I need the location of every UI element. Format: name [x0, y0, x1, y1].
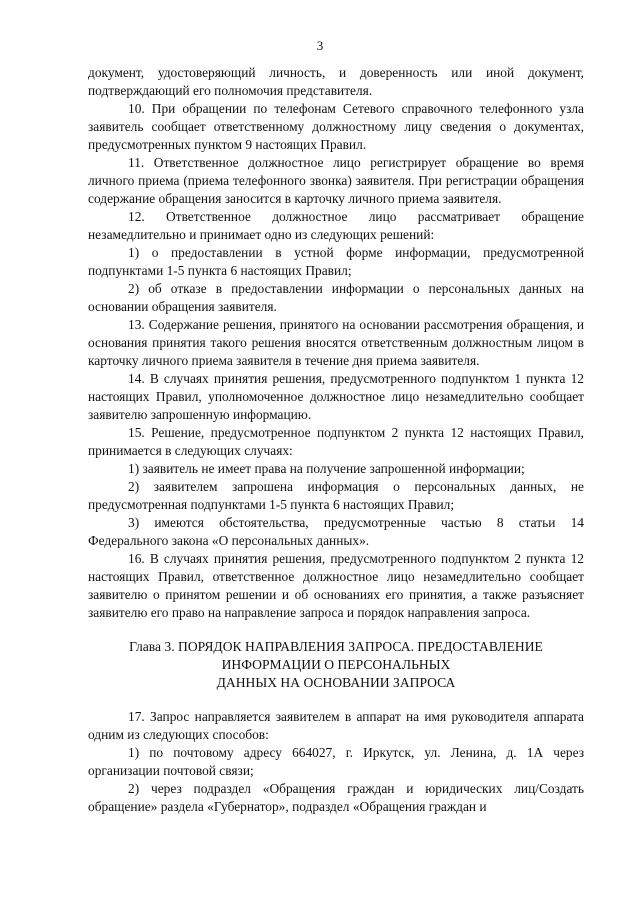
- paragraph: 1) заявитель не имеет права на получение запрошенной информации;: [128, 461, 525, 476]
- paragraph: 1) по почтовому адресу 664027, г. Иркутск, ул. Ленина, д. 1А через организации почтовой связи;: [88, 745, 584, 778]
- paragraph: 17. Запрос направляется заявителем в аппарат на имя руководителя аппарата одним из следующих способов:: [88, 709, 584, 742]
- paragraphs-after-chapter: [88, 708, 584, 816]
- chapter-heading-line: ИНФОРМАЦИИ О ПЕРСОНАЛЬНЫХ: [221, 657, 451, 672]
- paragraph: 2) заявителем запрошена информация о персональных данных, не предусмотренная подпунктами 1-5 пункта 6 настоящих Правил;: [88, 479, 584, 512]
- paragraph: 15. Решение, предусмотренное подпунктом 2 пункта 12 настоящих Правил, принимается в следующих случаях:: [88, 425, 584, 458]
- paragraph: 10. При обращении по телефонам Сетевого справочного телефонного узла заявитель сообщает ответственному должностному лицу сведения о документах, предусмотренных пунктом 9 настоящих Правил.: [88, 101, 584, 152]
- paragraphs-before-chapter: [88, 64, 584, 622]
- paragraph: 11. Ответственное должностное лицо регистрирует обращение во время личного приема (приема телефонного звонка) заявителя. При регистрации обращения содержание обращения заносится в карточку личного приема заявителя.: [88, 155, 584, 206]
- page-number: 3: [316, 38, 324, 53]
- document-body: [88, 64, 584, 816]
- paragraph: 2) через подраздел «Обращения граждан и юридических лиц/Создать обращение» раздела «Губернатор», подраздел «Обращения граждан и: [88, 781, 584, 814]
- paragraph: 2) об отказе в предоставлении информации о персональных данных на основании обращения заявителя.: [88, 281, 584, 314]
- paragraph: документ, удостоверяющий личность, и доверенность или иной документ, подтверждающий его полномочия представителя.: [88, 65, 584, 98]
- chapter-heading-line: ДАННЫХ НА ОСНОВАНИИ ЗАПРОСА: [216, 675, 456, 690]
- paragraph: 16. В случаях принятия решения, предусмотренного подпунктом 2 пункта 12 настоящих Правил, ответственное должностное лицо незамедлительно сообщает заявителю о принятом решении и об основаниях его принятия, а также разъясняет заявителю его право на направление запроса и порядок направления запроса.: [88, 551, 584, 620]
- paragraph: 12. Ответственное должностное лицо рассматривает обращение незамедлительно и принимает одно из следующих решений:: [88, 209, 584, 242]
- paragraph: 1) о предоставлении в устной форме информации, предусмотренной подпунктами 1-5 пункта 6 настоящих Правил;: [88, 245, 584, 278]
- chapter-heading: [88, 638, 584, 692]
- paragraph: 13. Содержание решения, принятого на основании рассмотрения обращения, и основания принятия такого решения вносятся ответственным должностным лицом в карточку личного приема заявителя в течение дня приема заявителя.: [88, 317, 584, 368]
- chapter-heading-line: Глава 3. ПОРЯДОК НАПРАВЛЕНИЯ ЗАПРОСА. ПРЕДОСТАВЛЕНИЕ: [129, 639, 543, 654]
- paragraph: 3) имеются обстоятельства, предусмотренные частью 8 статьи 14 Федерального закона «О персональных данных».: [88, 515, 584, 548]
- paragraph: 14. В случаях принятия решения, предусмотренного подпунктом 1 пункта 12 настоящих Правил, уполномоченное должностное лицо незамедлительно сообщает заявителю запрошенную информацию.: [88, 371, 584, 422]
